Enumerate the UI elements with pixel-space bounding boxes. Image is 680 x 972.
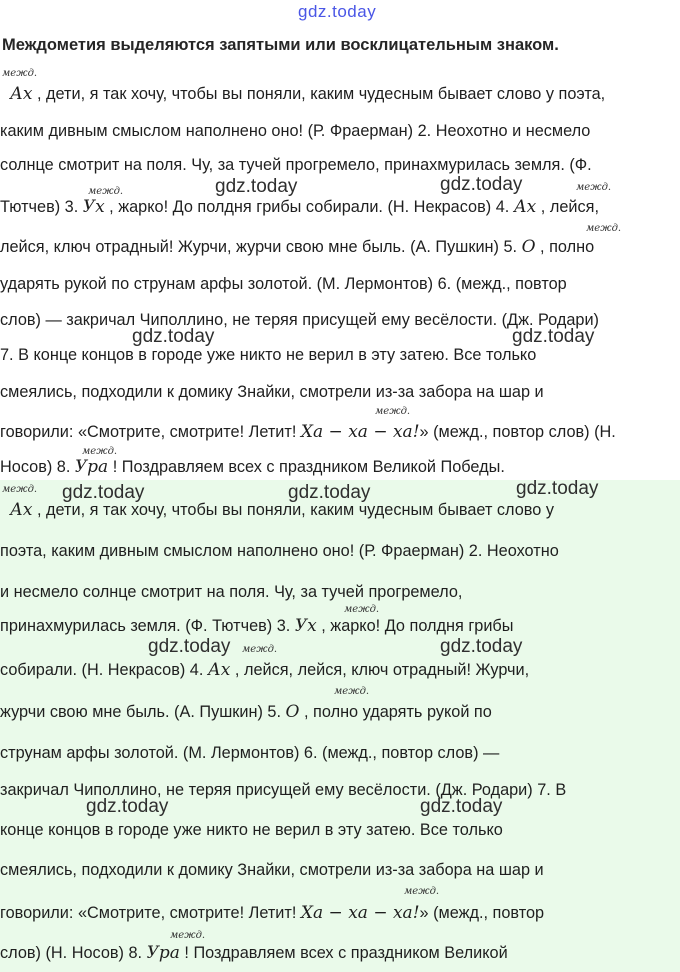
- text-line: лейся, ключ отрадный! Журчи, журчи свою мне быль. (А. Пушкин) 5. О , полно: [0, 237, 595, 257]
- mezh-annotation: межд.: [2, 484, 38, 495]
- watermark: gdz.today: [132, 326, 215, 347]
- text-line: Носов) 8. Ура ! Поздравляем всех с праздником Великой Победы.: [0, 457, 505, 477]
- text-line: каким дивным смыслом наполнено оно! (Р. Фраерман) 2. Неохотно и несмело: [0, 122, 591, 140]
- text-line: ударять рукой по струнам арфы золотой. (М. Лермонтов) 6. (межд., повтор: [0, 275, 567, 293]
- watermark: gdz.today: [420, 796, 503, 817]
- rule-heading: Междометия выделяются запятыми или восклицательным знаком.: [2, 36, 559, 54]
- text-line: Тютчев) 3. Ух , жарко! До полдня грибы собирали. (Н. Некрасов) 4. Ах , лейся,: [0, 197, 599, 217]
- text-line: слов) — закричал Чиполлино, не теряя присущей ему весёлости. (Дж. Родари): [0, 311, 599, 329]
- watermark: gdz.today: [440, 636, 523, 657]
- text-line: солнце смотрит на поля. Чу, за тучей прогремело, принахмурилась земля. (Ф.: [0, 156, 592, 174]
- text-line: говорили: «Смотрите, смотрите! Летит! Ха − ха − ха!» (межд., повтор слов) (Н.: [0, 422, 616, 442]
- text-line: слов) (Н. Носов) 8. Ура ! Поздравляем всех с праздником Великой: [0, 943, 508, 963]
- watermark: gdz.today: [148, 636, 231, 657]
- watermark: gdz.today: [512, 326, 595, 347]
- text-line: конце концов в городе уже никто не верил в эту затею. Все только: [0, 821, 503, 839]
- mezh-annotation: межд.: [334, 686, 370, 697]
- mezh-annotation: межд.: [586, 223, 622, 234]
- text-line: Ах , дети, я так хочу, чтобы вы поняли, каким чудесным бывает слово у поэта,: [10, 84, 606, 104]
- text-line: Ах , дети, я так хочу, чтобы вы поняли, каким чудесным бывает слово у: [10, 500, 554, 520]
- text-line: закричал Чиполлино, не теряя присущей ему весёлости. (Дж. Родари) 7. В: [0, 781, 567, 799]
- watermark: gdz.today: [62, 482, 145, 503]
- mezh-annotation: межд.: [82, 446, 118, 457]
- watermark: gdz.today: [288, 482, 371, 503]
- mezh-annotation: межд.: [576, 182, 612, 193]
- mezh-annotation: межд.: [170, 930, 206, 941]
- site-logo[interactable]: gdz.today: [298, 2, 377, 21]
- watermark: gdz.today: [215, 176, 298, 197]
- mezh-annotation: межд.: [242, 644, 278, 655]
- text-line: 7. В конце концов в городе уже никто не верил в эту затею. Все только: [0, 346, 537, 364]
- answer-block-2: [0, 480, 680, 972]
- mezh-annotation: межд.: [88, 186, 124, 197]
- text-line: струнам арфы золотой. (М. Лермонтов) 6. (межд., повтор слов) —: [0, 744, 500, 762]
- watermark: gdz.today: [440, 174, 523, 195]
- mezh-annotation: межд.: [2, 68, 38, 79]
- mezh-annotation: межд.: [375, 406, 411, 417]
- watermark: gdz.today: [516, 478, 599, 499]
- text-line: смеялись, подходили к домику Знайки, смотрели из-за забора на шар и: [0, 383, 544, 401]
- text-line: говорили: «Смотрите, смотрите! Летит! Ха − ха − ха!» (межд., повтор: [0, 903, 545, 923]
- text-line: собирали. (Н. Некрасов) 4. Ах , лейся, лейся, ключ отрадный! Журчи,: [0, 660, 530, 680]
- mezh-annotation: межд.: [404, 886, 440, 897]
- text-line: принахмурилась земля. (Ф. Тютчев) 3. Ух , жарко! До полдня грибы: [0, 616, 514, 636]
- text-line: поэта, каким дивным смыслом наполнено оно! (Р. Фраерман) 2. Неохотно: [0, 542, 559, 560]
- mezh-annotation: межд.: [344, 604, 380, 615]
- text-line: смеялись, подходили к домику Знайки, смотрели из-за забора на шар и: [0, 861, 544, 879]
- text-line: и несмело солнце смотрит на поля. Чу, за тучей прогремело,: [0, 583, 463, 601]
- watermark: gdz.today: [86, 796, 169, 817]
- answer-block-1: [0, 66, 680, 480]
- text-line: журчи свою мне быль. (А. Пушкин) 5. О , полно ударять рукой по: [0, 702, 492, 722]
